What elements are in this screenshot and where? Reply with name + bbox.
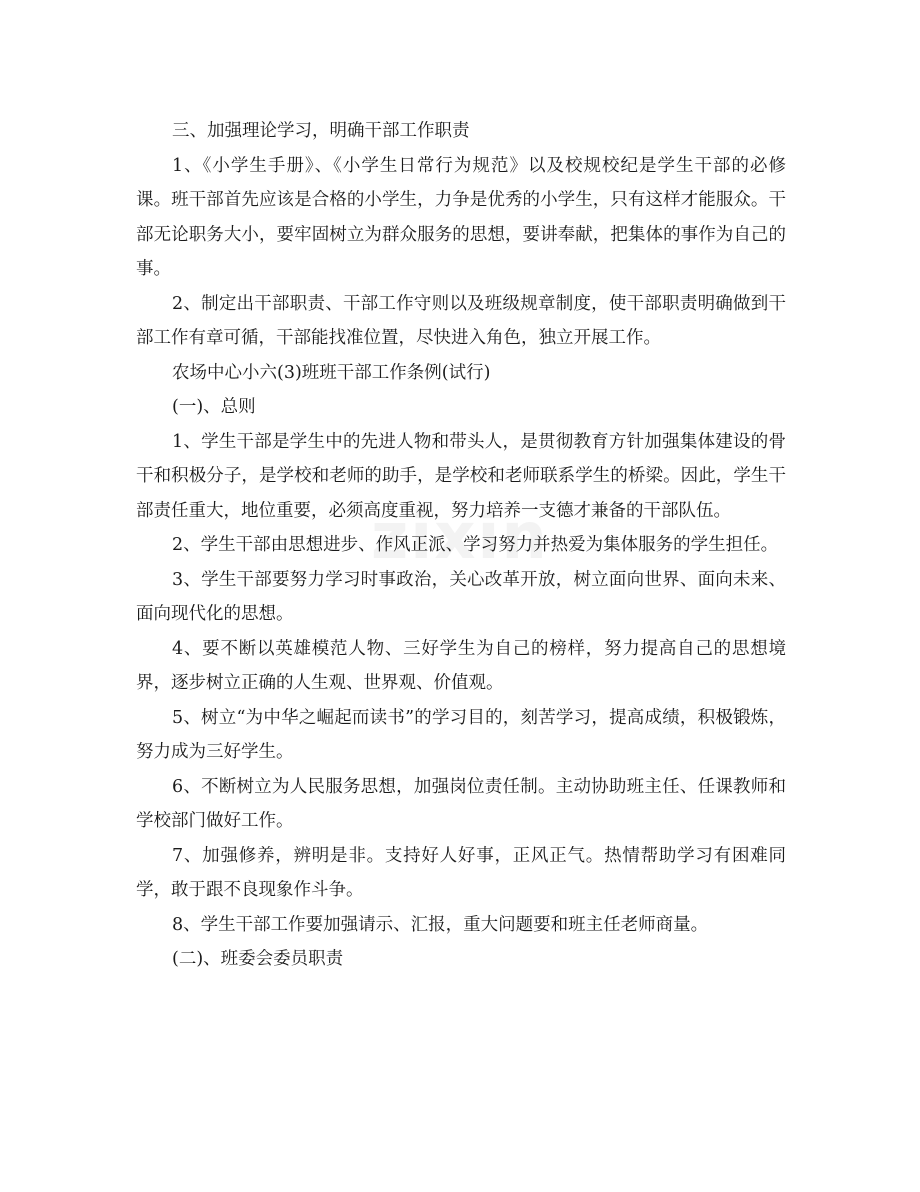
paragraph: 7、加强修养，辨明是非。支持好人好事，正风正气。热情帮助学习有困难同学，敢于跟不良现象作斗争。 [136,845,786,900]
subsection-heading: (二)、班委会委员职责 [172,949,344,969]
paragraph: 2、学生干部由思想进步、作风正派、学习努力并热爱为集体服务的学生担任。 [172,535,779,555]
watermark: zixin [371,500,549,574]
document-body [136,114,786,977]
subsection-heading: (一)、总则 [172,397,256,417]
paragraph: 5、树立“为中华之崛起而读书”的学习目的，刻苦学习，提高成绩，积极锻炼，努力成为三好学生。 [136,707,786,762]
paragraph: 4、要不断以英雄模范人物、三好学生为自己的榜样，努力提高自己的思想境界，逐步树立正确的人生观、世界观、价值观。 [136,638,786,693]
paragraph: 1、学生干部是学生中的先进人物和带头人，是贯彻教育方针加强集体建设的骨干和积极分子，是学校和老师的助手，是学校和老师联系学生的桥梁。因此，学生干部责任重大，地位重要，必须高度重视，努力培养一支德才兼备的干部队伍。 [136,431,786,521]
paragraph: 2、制定出干部职责、干部工作守则以及班级规章制度，使干部职责明确做到干部工作有章可循，干部能找准位置，尽快进入角色，独立开展工作。 [136,293,786,348]
paragraph: 6、不断树立为人民服务思想，加强岗位责任制。主动协助班主任、任课教师和学校部门做好工作。 [136,776,786,831]
paragraph: 3、学生干部要努力学习时事政治，关心改革开放，树立面向世界、面向未来、面向现代化的思想。 [136,569,786,624]
paragraph: 1、《小学生手册》、《小学生日常行为规范》以及校规校纪是学生干部的必修课。班干部首先应该是合格的小学生，力争是优秀的小学生，只有这样才能服众。干部无论职务大小，要牢固树立为群众服务的思想，要讲奉献，把集体的事作为自己的事。 [136,155,786,279]
document-title: 农场中心小六(3)班班干部工作条例(试行) [172,362,491,383]
section-heading: 三、加强理论学习，明确干部工作职责 [172,121,470,141]
paragraph: 8、学生干部工作要加强请示、汇报，重大问题要和班主任老师商量。 [172,914,709,935]
